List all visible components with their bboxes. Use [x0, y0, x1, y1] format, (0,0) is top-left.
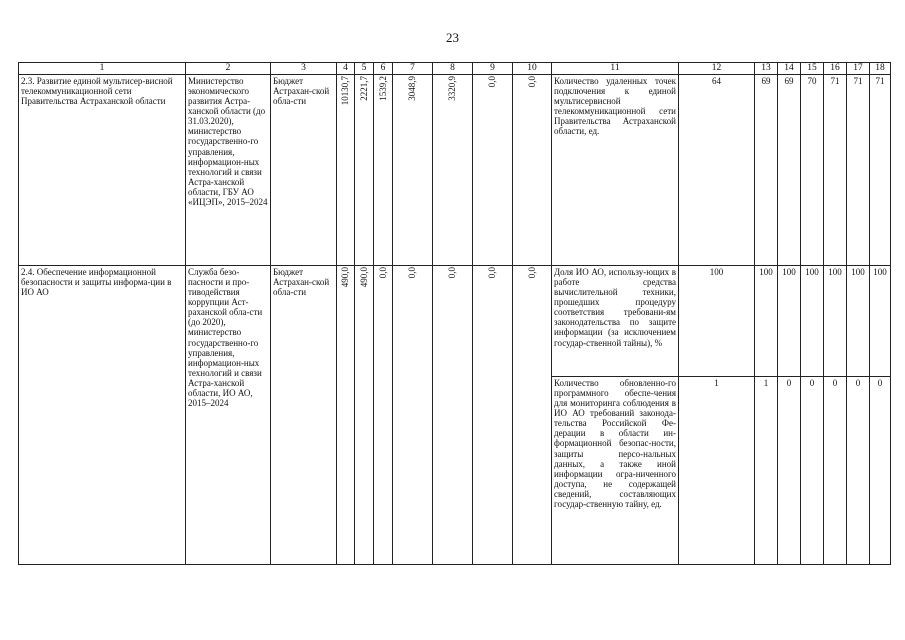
col-number: 12 [679, 63, 755, 75]
finance-value: 0,0 [526, 76, 537, 88]
col-number: 9 [473, 63, 513, 75]
indicator-value: 100 [755, 266, 778, 377]
col-number: 4 [337, 63, 355, 75]
finance-value: 2221,7 [358, 76, 369, 101]
col-number: 11 [552, 63, 679, 75]
col-number: 14 [778, 63, 801, 75]
indicator-cell: Доля ИО АО, использу-ющих в работе средства вычислительной техники, прошедших процедуру соответствия требовани-ям законодательства по защите информации (за исключением государ-ственной тайны), % [552, 266, 679, 377]
finance-cell [433, 75, 473, 266]
finance-value: 490,0 [358, 267, 369, 288]
indicator-value: 0 [824, 377, 847, 565]
activity-cell: 2.4. Обеспечение информационной безопасности и защиты информа-ции в ИО АО [19, 266, 186, 565]
finance-cell [355, 75, 374, 266]
col-number: 6 [374, 63, 393, 75]
table-row [19, 75, 891, 266]
indicator-value: 71 [824, 75, 847, 266]
finance-value: 0,0 [407, 267, 418, 279]
col-number: 1 [19, 63, 186, 75]
col-number: 18 [870, 63, 891, 75]
page-number: 23 [446, 30, 459, 45]
finance-cell [374, 75, 393, 266]
table-row [19, 266, 891, 377]
executor-cell: Министерство экономического развития Астра-ханской области (до 31.03.2020), министерство государственно-го управления, информацион-ных технологий и связи Астра-ханской области, ГБУ АО «ИЦЭП», 2015–2024 [186, 75, 271, 266]
col-number: 8 [433, 63, 473, 75]
indicator-value: 71 [847, 75, 870, 266]
col-number: 10 [513, 63, 552, 75]
finance-value: 1539,2 [377, 76, 388, 101]
finance-cell [393, 75, 433, 266]
indicator-value: 71 [870, 75, 891, 266]
indicator-cell: Количество обновленно-го программного обеспе-чения для мониторинга соблюдения в ИО АО требований законода-тельства Российской Фе-дерации в области ин-формационной безопас-ности, защиты персо-нальных данных, а также иной информации огра-ниченного доступа, не содержащей сведений, составляющих государ-ственную тайну, ед. [552, 377, 679, 565]
executor-cell: Служба безо-пасности и про-тиводействия коррупции Аст-раханской обла-сти (до 2020), министерство государственно-го управления, информацион-ных технологий и связи Астра-ханской области, ИО АО, 2015–2024 [186, 266, 271, 565]
col-number: 15 [801, 63, 824, 75]
finance-cell [513, 75, 552, 266]
indicator-value: 69 [778, 75, 801, 266]
program-table [18, 62, 891, 565]
finance-value: 3320,9 [447, 76, 458, 101]
finance-cell [473, 75, 513, 266]
col-number: 16 [824, 63, 847, 75]
indicator-value: 100 [824, 266, 847, 377]
col-number: 7 [393, 63, 433, 75]
indicator-value: 0 [778, 377, 801, 565]
column-number-row [19, 63, 891, 75]
indicator-value: 69 [755, 75, 778, 266]
finance-cell [337, 266, 355, 565]
activity-cell: 2.3. Развитие единой мультисер-висной телекоммуникационной сети Правительства Астраханской области [19, 75, 186, 266]
indicator-value: 1 [755, 377, 778, 565]
finance-cell [374, 266, 393, 565]
col-number: 13 [755, 63, 778, 75]
indicator-value: 0 [801, 377, 824, 565]
finance-cell [393, 266, 433, 565]
col-number: 3 [271, 63, 337, 75]
finance-value: 0,0 [377, 267, 388, 279]
indicator-value: 100 [847, 266, 870, 377]
finance-value: 10130,7 [340, 76, 351, 106]
finance-value: 0,0 [487, 76, 498, 88]
col-number: 5 [355, 63, 374, 75]
finance-value: 0,0 [487, 267, 498, 279]
finance-cell [433, 266, 473, 565]
finance-cell [355, 266, 374, 565]
finance-cell [473, 266, 513, 565]
finance-value: 490,0 [340, 267, 351, 288]
indicator-value: 64 [679, 75, 755, 266]
finance-value: 0,0 [447, 267, 458, 279]
col-number: 17 [847, 63, 870, 75]
finance-value: 0,0 [526, 267, 537, 279]
col-number: 2 [186, 63, 271, 75]
finance-cell [513, 266, 552, 565]
finance-cell [337, 75, 355, 266]
source-cell: Бюджет Астрахан-ской обла-сти [271, 75, 337, 266]
indicator-value: 70 [801, 75, 824, 266]
indicator-value: 0 [870, 377, 891, 565]
indicator-value: 100 [778, 266, 801, 377]
source-cell: Бюджет Астрахан-ской обла-сти [271, 266, 337, 565]
indicator-value: 1 [679, 377, 755, 565]
finance-value: 3048,9 [407, 76, 418, 101]
indicator-value: 100 [870, 266, 891, 377]
indicator-cell: Количество удаленных точек подключения к единой мультисервисной телекоммуникационной сети Правительства Астраханской области, ед. [552, 75, 679, 266]
indicator-value: 0 [847, 377, 870, 565]
indicator-value: 100 [801, 266, 824, 377]
indicator-value: 100 [679, 266, 755, 377]
